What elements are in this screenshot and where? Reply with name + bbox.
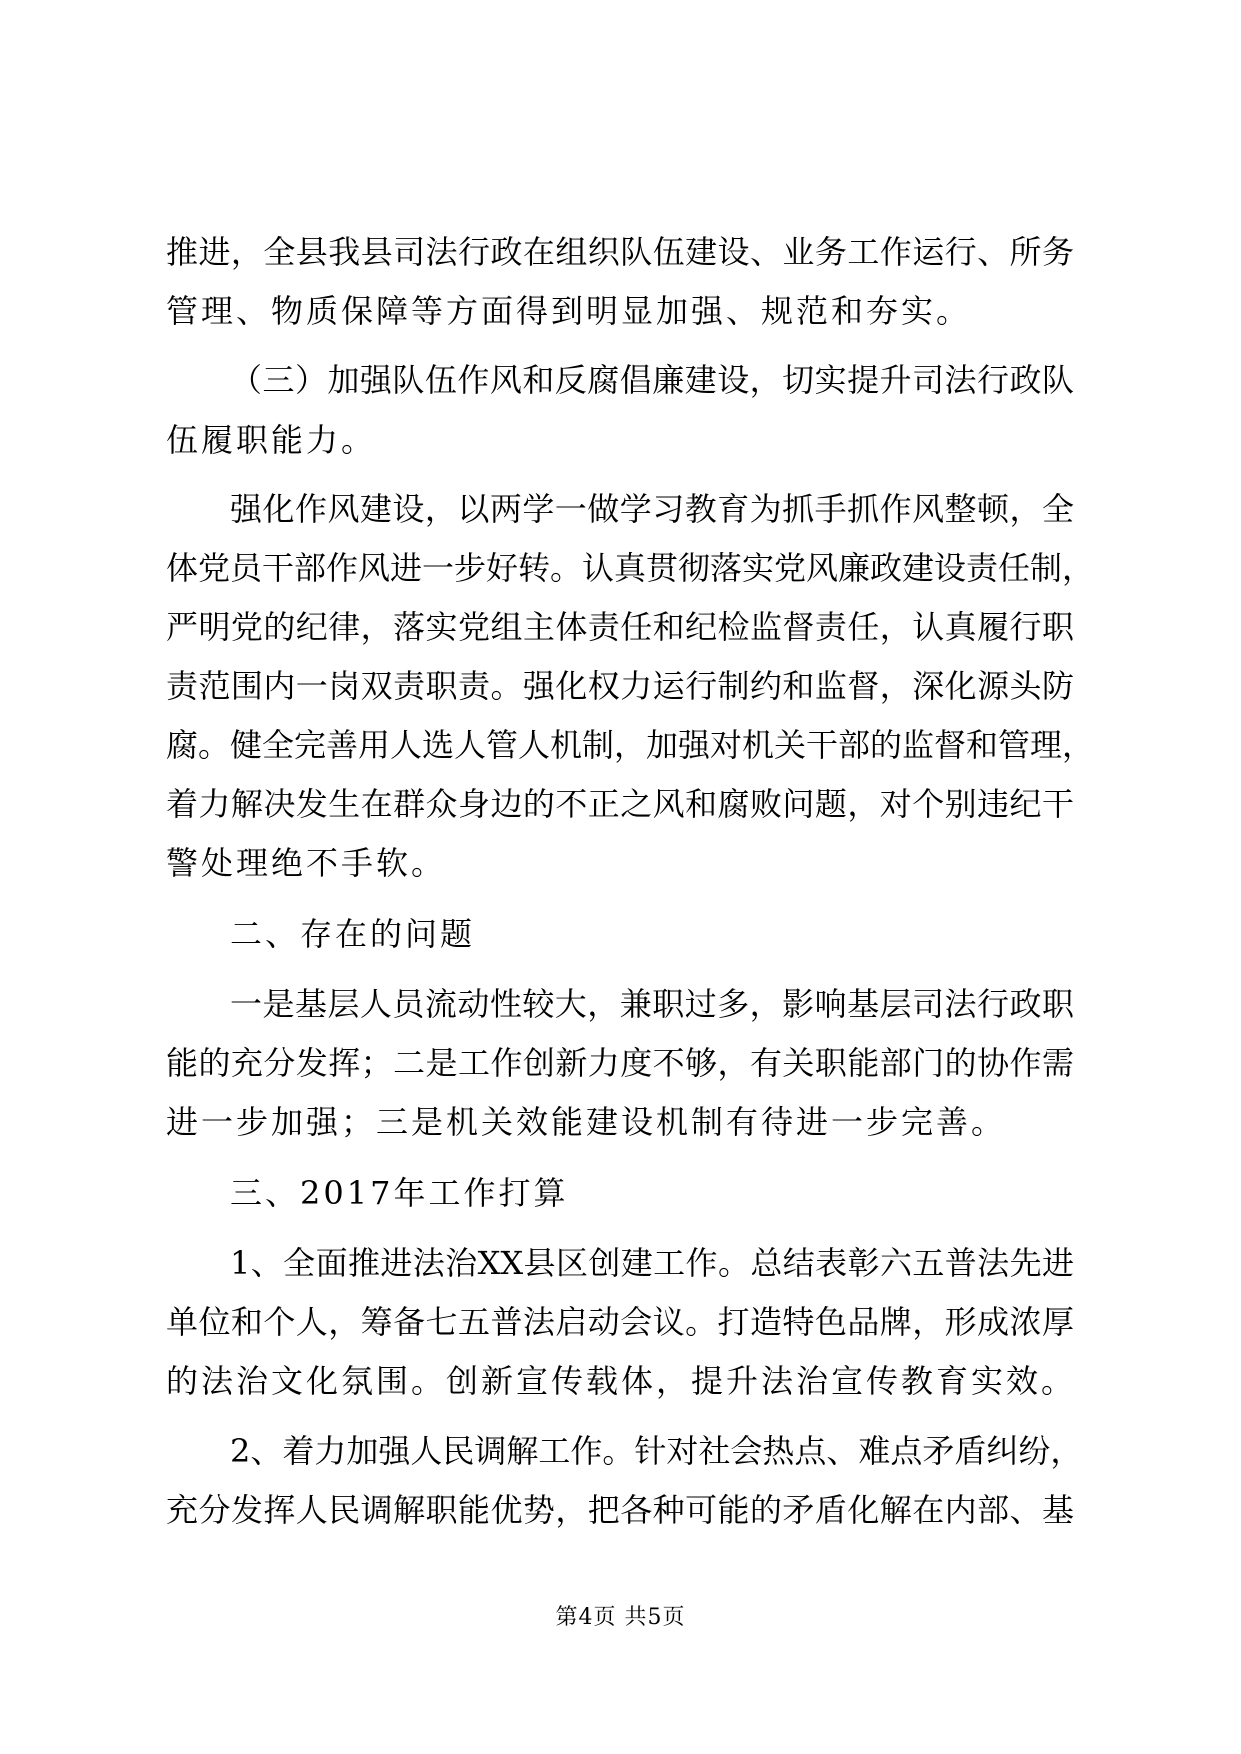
- text-line: 1、全面推进法治XX县区创建工作。总结表彰六五普法先进: [230, 1244, 1074, 1282]
- text-line: 2、着力加强人民调解工作。针对社会热点、难点矛盾纠纷，: [230, 1432, 1083, 1470]
- text-line: 责范围内一岗双责职责。强化权力运行制约和监督，深化源头防: [166, 667, 1074, 705]
- text-line: 进一步加强；三是机关效能建设机制有待进一步完善。: [166, 1103, 1007, 1141]
- text-line: 推进，全县我县司法行政在组织队伍建设、业务工作运行、所务: [166, 233, 1074, 271]
- text-line: 着力解决发生在群众身边的不正之风和腐败问题，对个别违纪干: [166, 785, 1074, 823]
- section-heading: 二、存在的问题: [230, 915, 476, 953]
- text-line: 单位和个人，筹备七五普法启动会议。打造特色品牌，形成浓厚: [166, 1303, 1074, 1341]
- text-line: 能的充分发挥；二是工作创新力度不够，有关职能部门的协作需: [166, 1044, 1074, 1082]
- text-line: 一是基层人员流动性较大，兼职过多，影响基层司法行政职: [230, 985, 1074, 1023]
- text-line: 的法治文化氛围。创新宣传载体，提升法治宣传教育实效。: [166, 1362, 1077, 1400]
- text-line: 管理、物质保障等方面得到明显加强、规范和夯实。: [166, 292, 972, 330]
- page-number: 第4页 共5页: [555, 1605, 686, 1630]
- text-line: 严明党的纪律，落实党组主体责任和纪检监督责任，认真履行职: [166, 608, 1074, 646]
- text-line: 伍履职能力。: [166, 421, 377, 459]
- text-line: 警处理绝不手软。: [166, 844, 447, 882]
- text-line: 充分发挥人民调解职能优势，把各种可能的矛盾化解在内部、基: [166, 1491, 1074, 1529]
- section-heading: 三、2017年工作打算: [230, 1174, 569, 1212]
- text-line: 腐。健全完善用人选人管人机制，加强对机关干部的监督和管理，: [166, 726, 1095, 764]
- section-heading: （三）加强队伍作风和反腐倡廉建设，切实提升司法行政队: [230, 361, 1074, 399]
- text-line: 体党员干部作风进一步好转。认真贯彻落实党风廉政建设责任制，: [166, 549, 1095, 587]
- text-line: 强化作风建设，以两学一做学习教育为抓手抓作风整顿，全: [230, 490, 1074, 528]
